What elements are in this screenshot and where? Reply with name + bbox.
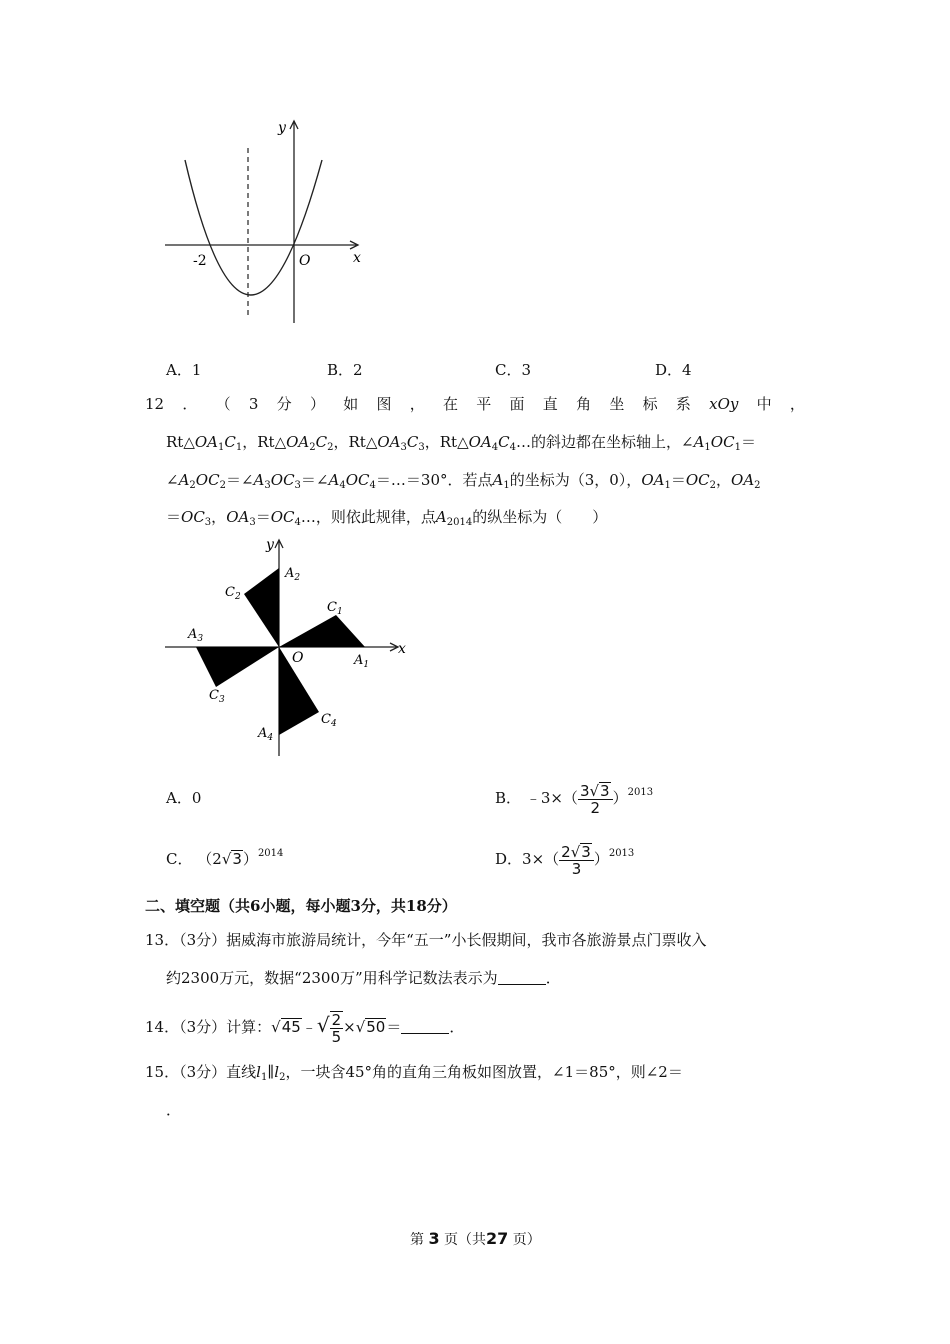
q12-line-2: $Rt\triangle OA_1C_1$，$Rt\triangle OA_2C_2$，$Rt\triangle OA_3C_3$，$Rt\triangle OA_4C_4\dots$的斜边都在坐标轴上，$\angle A_1OC_1=$ <box>166 433 756 453</box>
label-c2: $C_2$ <box>225 585 241 602</box>
triangle-oa2c2 <box>244 568 279 647</box>
q15-line-1: 15．（3分）直线$l_1\parallel l_2$，一块含45°角的直角三角板如图放置，∠1＝85°，则∠2＝ <box>145 1063 683 1083</box>
q12-option-a: A．0 <box>166 789 202 807</box>
origin-label: O <box>292 650 304 666</box>
origin-label: O <box>299 253 311 269</box>
label-a3: $A_3$ <box>188 627 204 644</box>
q11-option-b: B．2 <box>327 361 363 379</box>
label-c3: $C_3$ <box>209 688 225 705</box>
fraction-2-over-5: $\frac{2}{5}$ <box>331 1011 342 1046</box>
parabola-graph <box>160 115 370 330</box>
q12-option-b: B． ﹣3×（ $\frac{3√3}{2}$ ）$^{2013}$ <box>495 782 654 817</box>
label-a2: $A_2$ <box>285 566 301 583</box>
y-axis-label: y <box>266 537 274 553</box>
q13-line-1: 13．（3分）据威海市旅游局统计，今年“五一”小长假期间，我市各旅游景点门票收入 <box>145 931 707 949</box>
tick-minus-2: -2 <box>193 253 207 269</box>
q13-line-2: 约2300万元，数据“2300万”用科学记数法表示为 ． <box>166 969 561 987</box>
triangle-pinwheel-graph <box>160 532 420 764</box>
parabola-curve <box>185 160 322 295</box>
y-axis-label: y <box>278 120 286 136</box>
q11-option-c: C．3 <box>495 361 532 379</box>
q11-option-a: A．1 <box>166 361 202 379</box>
triangle-oa1c1 <box>279 615 365 647</box>
q14-line: 14．（3分）计算：√45﹣√ $\frac{2}{5}$ ×√50＝ ． <box>145 1011 465 1046</box>
label-c1: $C_1$ <box>327 600 343 617</box>
fraction-2sqrt3-over-3: $\frac{2√3}{3}$ <box>559 843 594 877</box>
q12-option-c: C． $(2√3)^{2014}$ <box>166 848 284 868</box>
fraction-3sqrt3-over-2: $\frac{3√3}{2}$ <box>578 782 613 816</box>
label-a1: $A_1$ <box>354 653 370 670</box>
x-axis-label: x <box>398 641 406 657</box>
q12-line-4: $=OC_3$，$OA_3=OC_4\dots$，则依此规律，点$A_{2014}$的纵坐标为（ ） <box>166 508 608 528</box>
label-c4: $C_4$ <box>321 712 337 729</box>
q11-option-d: D．4 <box>655 361 692 379</box>
q12-line-3: $\angle A_2OC_2=\angle A_3OC_3=\angle A_4OC_4=\dots=30^\circ$．若点$A_1$的坐标为（3，0），$OA_1=OC_2$，$OA_2$ <box>166 471 761 491</box>
answer-blank-q13[interactable] <box>498 970 546 985</box>
triangle-oa3c3 <box>196 647 279 687</box>
q12-line-1: 12 ． （ 3 分 ） 如 图 ， 在 平 面 直 角 坐 标 系 xOy 中 ， <box>145 395 805 413</box>
q15-line-2: ． <box>166 1101 182 1119</box>
section-fill-in-title: 二、填空题（共6小题，每小题3分，共18分） <box>145 897 457 915</box>
q12-option-d: D．3×（ $\frac{2√3}{3}$ ）$^{2013}$ <box>495 843 635 878</box>
label-a4: $A_4$ <box>258 726 274 743</box>
page-footer: 第 3 页（共27 页） <box>410 1229 541 1248</box>
answer-blank-q14[interactable] <box>401 1019 449 1034</box>
x-axis-label: x <box>353 250 361 266</box>
